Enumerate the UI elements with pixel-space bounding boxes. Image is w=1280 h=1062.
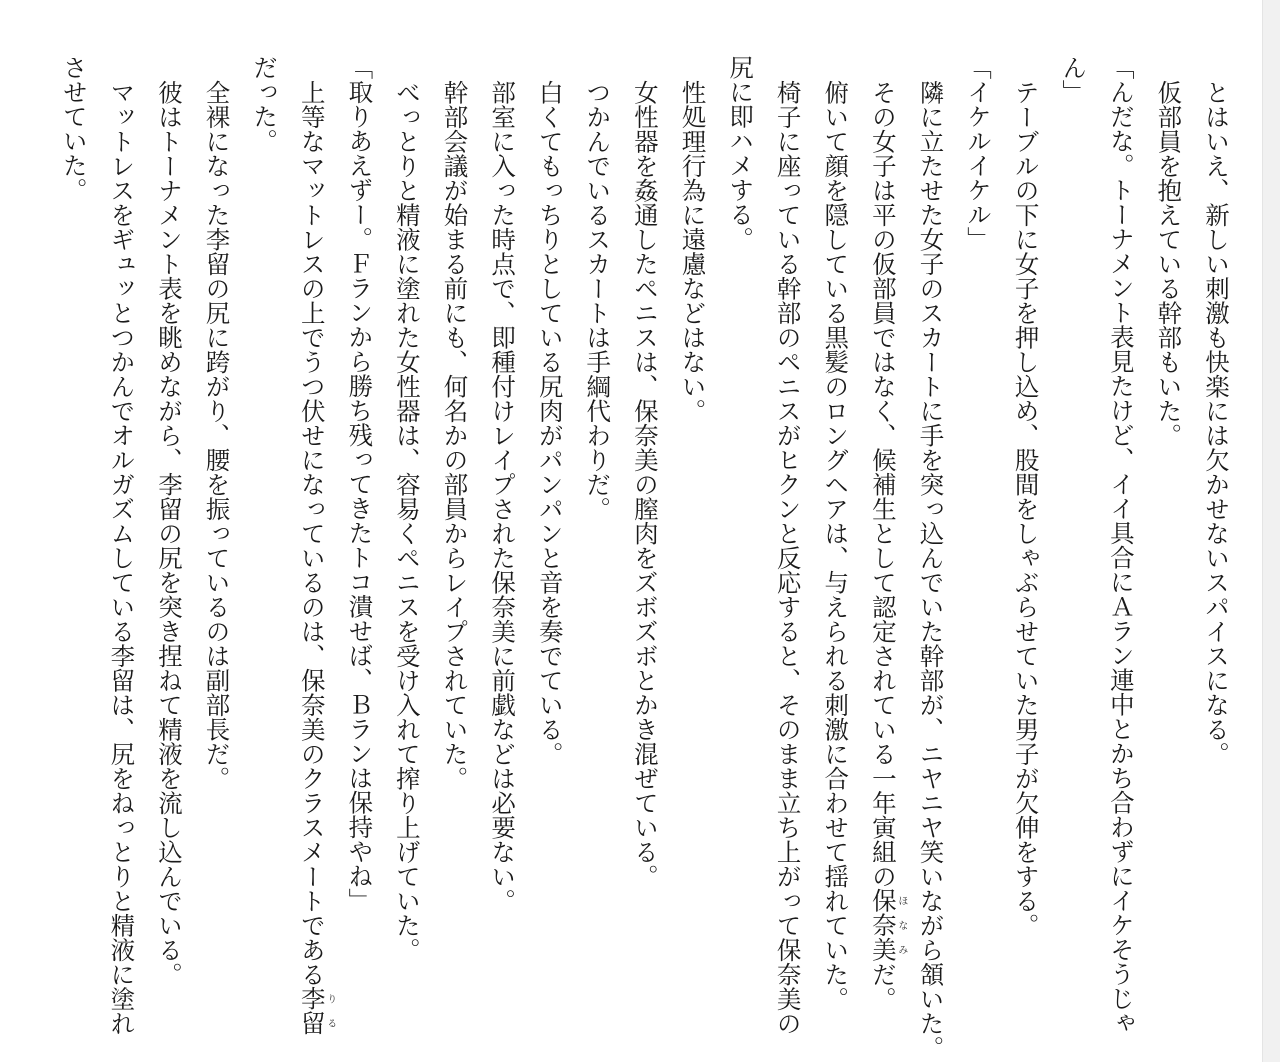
text-column: とはいえ、新しい刺激も快楽には欠かせないスパイスになる。 — [1202, 79, 1231, 766]
ruby-name — [868, 888, 907, 962]
text-column: 尻に即ハメする。 — [726, 55, 756, 251]
text-column — [859, 55, 907, 1035]
text-column: つかんでいるスカートは手綱代わりだ。 — [583, 79, 613, 521]
text-column: 「イケルイケル」 — [964, 55, 994, 251]
text-column: だった。 — [250, 55, 280, 153]
scrollbar[interactable] — [1262, 0, 1280, 1062]
text-column: ん」 — [1059, 55, 1089, 104]
ruby-reading: りる — [324, 986, 336, 1035]
text-column: マットレスをギュッとつかんでオルガズムしている李留は、尻をねっとりと精液に塗れ — [107, 79, 137, 1035]
text-column: 隣に立たせた女子のスカートに手を突っ込んでいた幹部が、ニヤニヤ笑いながら頷いた。 — [916, 79, 946, 1060]
text-segment: 上等なマットレスの上でうつ伏せになっているのは、保奈美のクラスメートである — [297, 79, 327, 986]
text-column: させていた。 — [59, 55, 89, 202]
text-column: 「取りあえずー。Ｆランから勝ち残ってきたトコ潰せば、Ｂランは保持やね」 — [345, 55, 375, 913]
ruby-reading: ほなみ — [895, 888, 907, 962]
text-segment: その女子は平の仮部員ではなく、候補生として認定されている一年寅組の — [868, 79, 898, 888]
text-column: 全裸になった李留の尻に跨がり、腰を振っているのは副部長だ。 — [202, 79, 232, 790]
ruby-name — [297, 986, 336, 1035]
text-column: 俯いて顔を隠している黒髪のロングヘアは、与えられる刺激に合わせて揺れていた。 — [821, 79, 851, 1011]
text-column — [288, 55, 336, 1035]
text-column: 部室に入った時点で、即種付けレイプされた保奈美に前戯などは必要ない。 — [488, 79, 518, 913]
ruby-base: 李留 — [297, 986, 327, 1035]
text-column: 女性器を姦通したペニスは、保奈美の膣肉をズボズボとかき混ぜている。 — [630, 79, 660, 888]
text-column: 性処理行為に遠慮などはない。 — [678, 79, 708, 423]
text-column: 椅子に座っている幹部のペニスがヒクンと反応すると、そのまま立ち上がって保奈美の — [773, 79, 803, 1035]
text-column: 幹部会議が始まる前にも、何名かの部員からレイプされていた。 — [440, 79, 470, 790]
text-segment: だ。 — [868, 961, 898, 1011]
text-column: 「んだな。トーナメント表見たけど、イイ具合にＡラン連中とかち合わずにイケそうじゃ — [1106, 55, 1136, 1035]
text-column: 仮部員を抱えている幹部もいた。 — [1154, 79, 1184, 447]
text-column: テーブルの下に女子を押し込め、股間をしゃぶらせていた男子が欠伸をする。 — [1011, 79, 1041, 937]
text-column: 彼はトーナメント表を眺めながら、李留の尻を突き捏ねて精液を流し込んでいる。 — [154, 79, 184, 986]
text-column: 白くてもっちりとしている尻肉がパンパンと音を奏でている。 — [535, 79, 565, 766]
text-column: べっとりと精液に塗れた女性器は、容易くペニスを受け入れて搾り上げていた。 — [392, 79, 422, 962]
ruby-base: 保奈美 — [868, 888, 898, 962]
vertical-text-page — [40, 55, 1240, 1060]
